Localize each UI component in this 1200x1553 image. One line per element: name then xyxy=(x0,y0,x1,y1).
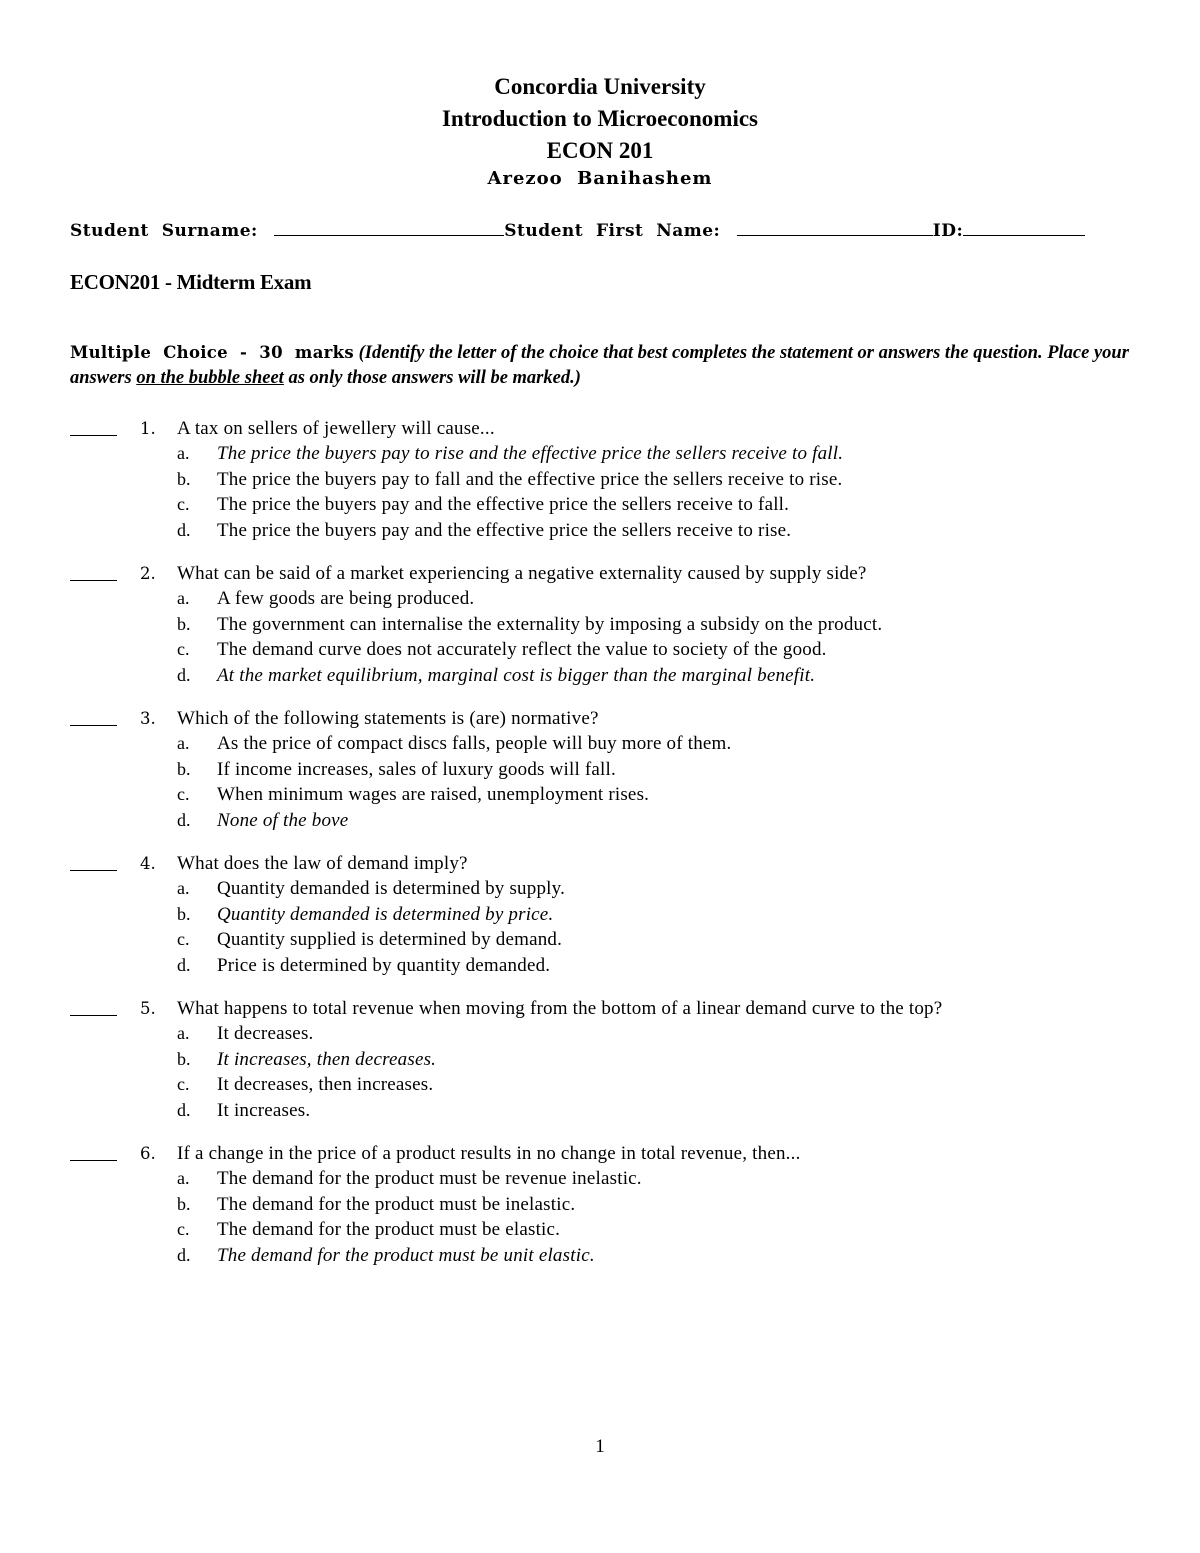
option-text: It increases, then decreases. xyxy=(217,1048,437,1070)
question-item xyxy=(70,996,1130,1123)
answer-option xyxy=(70,1192,1130,1218)
option-text: The price the buyers pay and the effective price the sellers receive to fall. xyxy=(217,494,790,515)
option-text: Quantity demanded is determined by price. xyxy=(217,903,554,925)
option-label: c. xyxy=(177,639,190,659)
course-name: Introduction to Microeconomics xyxy=(441,106,758,131)
option-text: The price the buyers pay and the effective price the sellers receive to rise. xyxy=(217,519,792,541)
option-text: It decreases. xyxy=(217,1023,314,1044)
question-number: 2. xyxy=(140,564,156,583)
instructions xyxy=(70,340,1130,391)
question-number: 1. xyxy=(140,419,156,438)
option-label: b. xyxy=(177,1048,191,1069)
answer-option xyxy=(70,808,1130,834)
option-text: The price the buyers pay to rise and the effective price the sellers receive to fall. xyxy=(217,443,844,464)
answer-option xyxy=(70,1098,1130,1124)
option-text: When minimum wages are raised, unemployment rises. xyxy=(217,784,650,805)
option-label: a. xyxy=(177,588,190,608)
option-text: It increases. xyxy=(217,1099,311,1121)
instructions-text-2: as only those answers will be marked.) xyxy=(283,368,581,388)
option-label: c. xyxy=(177,929,190,949)
option-text: Price is determined by quantity demanded. xyxy=(217,954,551,976)
surname-label: Student Surname: xyxy=(70,221,258,241)
question-text: A tax on sellers of jewellery will cause... xyxy=(177,418,495,439)
option-label: c. xyxy=(177,784,190,804)
option-label: b. xyxy=(177,758,191,779)
university-name: Concordia University xyxy=(494,74,706,99)
option-label: d. xyxy=(177,809,191,830)
answer-option xyxy=(70,1021,1130,1047)
answer-option xyxy=(70,586,1130,612)
option-text: The demand curve does not accurately reflect the value to society of the good. xyxy=(217,639,827,660)
option-label: c. xyxy=(177,1074,190,1094)
question-text: What happens to total revenue when moving from the bottom of a linear demand curve to the top? xyxy=(177,998,943,1019)
option-label: b. xyxy=(177,903,191,924)
answer-option xyxy=(70,663,1130,689)
question-line xyxy=(70,706,1130,731)
option-text: None of the bove xyxy=(217,809,349,831)
answer-option xyxy=(70,518,1130,544)
answer-option xyxy=(70,612,1130,638)
question-line xyxy=(70,416,1130,441)
answer-option xyxy=(70,1072,1130,1098)
option-label: a. xyxy=(177,1168,190,1188)
option-text: The government can internalise the externality by imposing a subsidy on the product. xyxy=(217,613,883,635)
option-label: d. xyxy=(177,1099,191,1120)
option-label: d. xyxy=(177,664,191,685)
answer-option xyxy=(70,782,1130,808)
option-text: The demand for the product must be unit elastic. xyxy=(217,1244,595,1266)
option-label: b. xyxy=(177,613,191,634)
question-line xyxy=(70,561,1130,586)
answer-option xyxy=(70,953,1130,979)
option-label: d. xyxy=(177,519,191,540)
first-name-field[interactable] xyxy=(737,219,933,236)
question-text: What can be said of a market experiencing a negative externality caused by supply side? xyxy=(177,563,867,584)
option-label: d. xyxy=(177,954,191,975)
course-code: ECON 201 xyxy=(546,138,654,163)
answer-blank[interactable] xyxy=(70,561,117,586)
answer-option xyxy=(70,1217,1130,1243)
question-number: 4. xyxy=(140,854,156,873)
instructor-name: Arezoo Banihashem xyxy=(487,168,713,189)
question-item xyxy=(70,416,1130,543)
question-number: 3. xyxy=(140,709,156,728)
question-number: 5. xyxy=(140,999,156,1018)
answer-option xyxy=(70,757,1130,783)
answer-option xyxy=(70,1166,1130,1192)
option-text: The demand for the product must be inelastic. xyxy=(217,1193,576,1215)
answer-blank[interactable] xyxy=(70,996,117,1021)
option-label: a. xyxy=(177,1023,190,1043)
option-label: b. xyxy=(177,1193,191,1214)
question-text: If a change in the price of a product results in no change in total revenue, then... xyxy=(177,1143,801,1164)
option-text: The demand for the product must be revenue inelastic. xyxy=(217,1168,642,1189)
option-label: c. xyxy=(177,494,190,514)
option-text: If income increases, sales of luxury goods will fall. xyxy=(217,758,616,780)
answer-option xyxy=(70,441,1130,467)
question-number: 6. xyxy=(140,1144,156,1163)
option-text: The demand for the product must be elastic. xyxy=(217,1219,561,1240)
student-info-line xyxy=(70,219,1130,241)
answer-blank[interactable] xyxy=(70,851,117,876)
question-item xyxy=(70,561,1130,688)
exam-title: ECON201 - Midterm Exam xyxy=(70,270,312,294)
answer-option xyxy=(70,1243,1130,1269)
instructions-underlined: on the bubble sheet xyxy=(136,368,284,388)
answer-option xyxy=(70,637,1130,663)
id-label: ID: xyxy=(932,221,964,241)
answer-option xyxy=(70,467,1130,493)
answer-option xyxy=(70,492,1130,518)
question-text: What does the law of demand imply? xyxy=(177,853,468,874)
option-text: Quantity demanded is determined by supply. xyxy=(217,878,566,899)
option-label: a. xyxy=(177,733,190,753)
answer-blank[interactable] xyxy=(70,1141,117,1166)
question-text: Which of the following statements is (are) normative? xyxy=(177,708,599,729)
question-line xyxy=(70,1141,1130,1166)
option-label: a. xyxy=(177,443,190,463)
instructions-lead: Multiple Choice - 30 marks xyxy=(70,343,354,362)
option-label: c. xyxy=(177,1219,190,1239)
option-text: The price the buyers pay to fall and the effective price the sellers receive to rise. xyxy=(217,468,843,490)
question-line xyxy=(70,996,1130,1021)
question-line xyxy=(70,851,1130,876)
answer-option xyxy=(70,876,1130,902)
option-text: It decreases, then increases. xyxy=(217,1074,434,1095)
answer-option xyxy=(70,1047,1130,1073)
option-label: d. xyxy=(177,1244,191,1265)
question-item xyxy=(70,851,1130,978)
answer-blank[interactable] xyxy=(70,706,117,731)
instructions-text-1: (Identify the letter of the choice that best completes the statement or answers the question. Place your answers xyxy=(70,343,1129,388)
answer-option xyxy=(70,927,1130,953)
id-field[interactable] xyxy=(963,219,1085,236)
option-label: b. xyxy=(177,468,191,489)
option-text: At the market equilibrium, marginal cost is bigger than the marginal benefit. xyxy=(217,664,816,686)
answer-option xyxy=(70,902,1130,928)
question-item xyxy=(70,706,1130,833)
surname-field[interactable] xyxy=(274,219,504,236)
answer-option xyxy=(70,731,1130,757)
first-name-label: Student First Name: xyxy=(504,221,721,241)
question-item xyxy=(70,1141,1130,1268)
option-text: A few goods are being produced. xyxy=(217,588,475,609)
option-text: As the price of compact discs falls, people will buy more of them. xyxy=(217,733,732,754)
page-number: 1 xyxy=(595,1436,605,1457)
answer-blank[interactable] xyxy=(70,416,117,441)
option-text: Quantity supplied is determined by demand. xyxy=(217,929,563,950)
option-label: a. xyxy=(177,878,190,898)
